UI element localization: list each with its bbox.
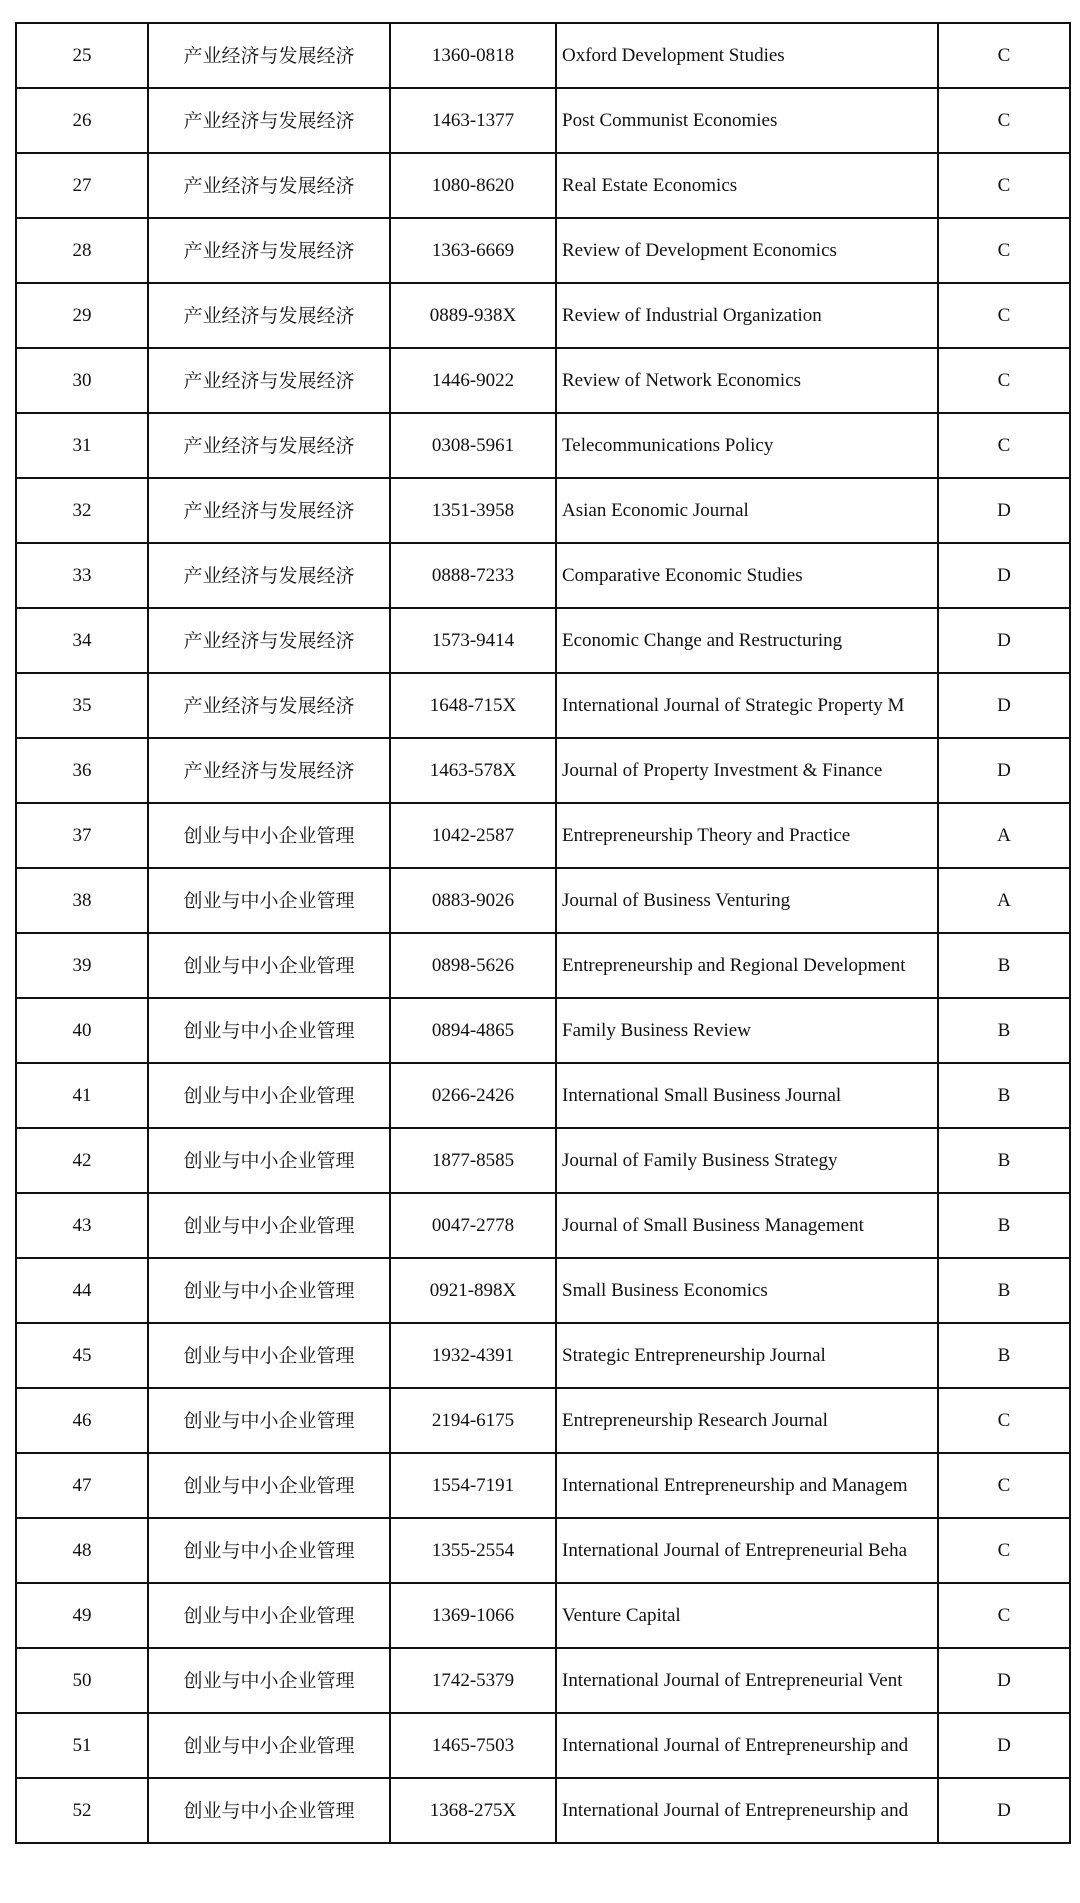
journal-grade: C [938,153,1070,218]
discipline-field: 创业与中小企业管理 [148,803,390,868]
table-row [16,478,1070,543]
journal-grade: C [938,1388,1070,1453]
discipline-field: 创业与中小企业管理 [148,998,390,1063]
journal-grade: B [938,1128,1070,1193]
row-number: 41 [16,1063,148,1128]
row-number: 32 [16,478,148,543]
journal-grade: B [938,1193,1070,1258]
table-row [16,933,1070,998]
discipline-field: 创业与中小企业管理 [148,1778,390,1843]
table-row [16,1063,1070,1128]
table-row [16,88,1070,153]
table-row [16,738,1070,803]
journal-title: Review of Development Economics [556,218,938,283]
issn-code: 1648-715X [390,673,556,738]
journal-title: Venture Capital [556,1583,938,1648]
journal-grade: A [938,868,1070,933]
journal-title: Small Business Economics [556,1258,938,1323]
table-row [16,218,1070,283]
journal-title: International Journal of Entrepreneurial Beha [556,1518,938,1583]
table-row [16,1258,1070,1323]
issn-code: 1363-6669 [390,218,556,283]
journal-title: Journal of Property Investment & Finance [556,738,938,803]
discipline-field: 创业与中小企业管理 [148,868,390,933]
row-number: 28 [16,218,148,283]
journal-title: Journal of Family Business Strategy [556,1128,938,1193]
discipline-field: 创业与中小企业管理 [148,1063,390,1128]
journal-title: Entrepreneurship Theory and Practice [556,803,938,868]
journal-title: Entrepreneurship Research Journal [556,1388,938,1453]
row-number: 26 [16,88,148,153]
issn-code: 1742-5379 [390,1648,556,1713]
journal-title: International Journal of Entrepreneurship and [556,1713,938,1778]
journal-title: Entrepreneurship and Regional Development [556,933,938,998]
journal-table-container [15,22,1065,1844]
discipline-field: 创业与中小企业管理 [148,1518,390,1583]
issn-code: 1446-9022 [390,348,556,413]
row-number: 34 [16,608,148,673]
journal-title: Comparative Economic Studies [556,543,938,608]
issn-code: 1369-1066 [390,1583,556,1648]
discipline-field: 产业经济与发展经济 [148,23,390,88]
issn-code: 1042-2587 [390,803,556,868]
table-row [16,23,1070,88]
journal-grade: D [938,673,1070,738]
journal-grade: D [938,543,1070,608]
issn-code: 0308-5961 [390,413,556,478]
journal-title: International Small Business Journal [556,1063,938,1128]
journal-grade: B [938,1323,1070,1388]
row-number: 33 [16,543,148,608]
discipline-field: 创业与中小企业管理 [148,1128,390,1193]
table-row [16,153,1070,218]
table-row [16,1713,1070,1778]
journal-title: Telecommunications Policy [556,413,938,478]
row-number: 27 [16,153,148,218]
journal-grade: D [938,738,1070,803]
journal-title: Family Business Review [556,998,938,1063]
discipline-field: 创业与中小企业管理 [148,1713,390,1778]
journal-grade: D [938,1778,1070,1843]
row-number: 39 [16,933,148,998]
table-row [16,1323,1070,1388]
row-number: 47 [16,1453,148,1518]
issn-code: 1360-0818 [390,23,556,88]
table-row [16,673,1070,738]
row-number: 30 [16,348,148,413]
journal-title: Economic Change and Restructuring [556,608,938,673]
journal-grade: C [938,88,1070,153]
row-number: 36 [16,738,148,803]
table-row [16,1453,1070,1518]
discipline-field: 创业与中小企业管理 [148,1388,390,1453]
discipline-field: 产业经济与发展经济 [148,738,390,803]
journal-title: Journal of Business Venturing [556,868,938,933]
journal-title: Journal of Small Business Management [556,1193,938,1258]
discipline-field: 产业经济与发展经济 [148,673,390,738]
issn-code: 1573-9414 [390,608,556,673]
journal-title: Post Communist Economies [556,88,938,153]
journal-grade: C [938,218,1070,283]
issn-code: 1463-578X [390,738,556,803]
row-number: 48 [16,1518,148,1583]
issn-code: 1355-2554 [390,1518,556,1583]
issn-code: 0266-2426 [390,1063,556,1128]
issn-code: 0921-898X [390,1258,556,1323]
journal-table-body [16,23,1070,1843]
table-row [16,868,1070,933]
journal-grade: D [938,1648,1070,1713]
row-number: 42 [16,1128,148,1193]
table-row [16,608,1070,673]
row-number: 52 [16,1778,148,1843]
journal-grade: C [938,413,1070,478]
journal-title: Review of Industrial Organization [556,283,938,348]
journal-grade: C [938,23,1070,88]
row-number: 46 [16,1388,148,1453]
issn-code: 1554-7191 [390,1453,556,1518]
table-row [16,1648,1070,1713]
table-row [16,283,1070,348]
row-number: 31 [16,413,148,478]
table-row [16,413,1070,478]
row-number: 51 [16,1713,148,1778]
table-row [16,1388,1070,1453]
discipline-field: 创业与中小企业管理 [148,1323,390,1388]
row-number: 40 [16,998,148,1063]
journal-title: Strategic Entrepreneurship Journal [556,1323,938,1388]
row-number: 37 [16,803,148,868]
issn-code: 0889-938X [390,283,556,348]
table-row [16,1583,1070,1648]
journal-grade: C [938,1583,1070,1648]
row-number: 44 [16,1258,148,1323]
discipline-field: 产业经济与发展经济 [148,153,390,218]
row-number: 50 [16,1648,148,1713]
issn-code: 1368-275X [390,1778,556,1843]
journal-title: International Journal of Entrepreneurship and [556,1778,938,1843]
issn-code: 0883-9026 [390,868,556,933]
discipline-field: 产业经济与发展经济 [148,478,390,543]
issn-code: 1080-8620 [390,153,556,218]
issn-code: 0047-2778 [390,1193,556,1258]
journal-grade: B [938,933,1070,998]
journal-grade: C [938,1453,1070,1518]
discipline-field: 产业经济与发展经济 [148,413,390,478]
journal-title: International Entrepreneurship and Managem [556,1453,938,1518]
issn-code: 0894-4865 [390,998,556,1063]
table-row [16,1193,1070,1258]
table-row [16,998,1070,1063]
journal-grade: D [938,478,1070,543]
row-number: 38 [16,868,148,933]
journal-grade: B [938,1063,1070,1128]
journal-grade: C [938,348,1070,413]
discipline-field: 产业经济与发展经济 [148,608,390,673]
journal-title: Asian Economic Journal [556,478,938,543]
row-number: 49 [16,1583,148,1648]
table-row [16,543,1070,608]
issn-code: 2194-6175 [390,1388,556,1453]
discipline-field: 创业与中小企业管理 [148,1258,390,1323]
journal-title: Review of Network Economics [556,348,938,413]
discipline-field: 产业经济与发展经济 [148,283,390,348]
issn-code: 1351-3958 [390,478,556,543]
discipline-field: 创业与中小企业管理 [148,933,390,998]
issn-code: 1877-8585 [390,1128,556,1193]
discipline-field: 创业与中小企业管理 [148,1648,390,1713]
table-row [16,1128,1070,1193]
journal-title: International Journal of Strategic Property M [556,673,938,738]
table-row [16,803,1070,868]
row-number: 35 [16,673,148,738]
journal-grade: A [938,803,1070,868]
discipline-field: 创业与中小企业管理 [148,1583,390,1648]
issn-code: 1463-1377 [390,88,556,153]
discipline-field: 产业经济与发展经济 [148,348,390,413]
journal-grade: B [938,1258,1070,1323]
journal-title: Real Estate Economics [556,153,938,218]
journal-grade: D [938,1713,1070,1778]
discipline-field: 创业与中小企业管理 [148,1453,390,1518]
discipline-field: 产业经济与发展经济 [148,543,390,608]
journal-title: Oxford Development Studies [556,23,938,88]
table-row [16,1518,1070,1583]
issn-code: 0888-7233 [390,543,556,608]
table-row [16,1778,1070,1843]
journal-grade: B [938,998,1070,1063]
issn-code: 0898-5626 [390,933,556,998]
journal-table [15,22,1071,1844]
row-number: 29 [16,283,148,348]
row-number: 25 [16,23,148,88]
row-number: 43 [16,1193,148,1258]
table-row [16,348,1070,413]
discipline-field: 创业与中小企业管理 [148,1193,390,1258]
journal-grade: C [938,1518,1070,1583]
discipline-field: 产业经济与发展经济 [148,88,390,153]
journal-grade: C [938,283,1070,348]
issn-code: 1932-4391 [390,1323,556,1388]
issn-code: 1465-7503 [390,1713,556,1778]
journal-grade: D [938,608,1070,673]
journal-title: International Journal of Entrepreneurial Vent [556,1648,938,1713]
discipline-field: 产业经济与发展经济 [148,218,390,283]
row-number: 45 [16,1323,148,1388]
